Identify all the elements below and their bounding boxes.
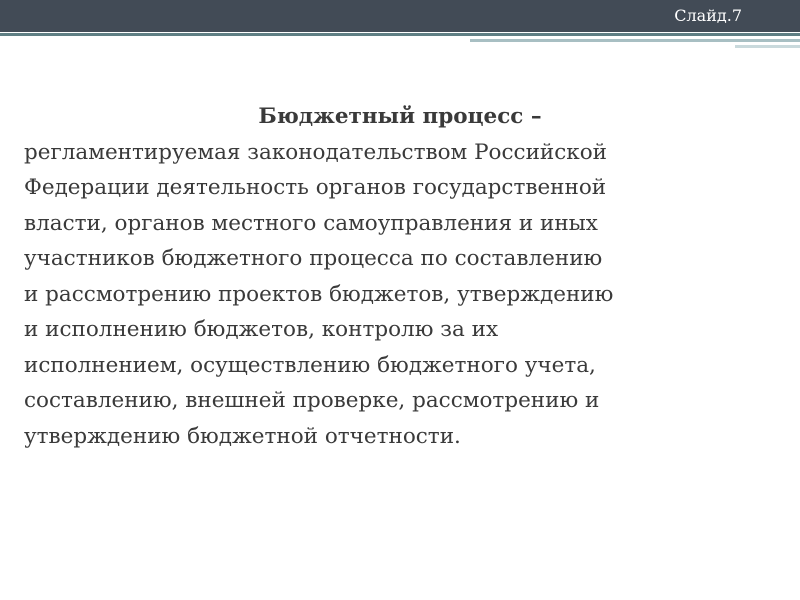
definition-line: утверждению бюджетной отчетности.	[24, 423, 461, 449]
definition-line: и рассмотрению проектов бюджетов, утверждению	[24, 281, 614, 307]
definition-line: Федерации деятельность органов государственной	[24, 175, 607, 200]
header-accent-strip-tertiary	[735, 45, 800, 48]
definition-text-block	[24, 99, 776, 454]
definition-line: регламентируемая законодательством Российской	[24, 139, 607, 165]
definition-line: составлению, внешней проверке, рассмотрению и	[24, 388, 600, 413]
definition-line: исполнением, осуществлению бюджетного учета,	[24, 352, 596, 378]
definition-line: участников бюджетного процесса по составлению	[24, 246, 603, 271]
definition-line: и исполнению бюджетов, контролю за их	[24, 317, 499, 342]
slide-header-bar	[0, 0, 800, 32]
slide-number-label: Слайд.7	[674, 6, 742, 25]
definition-line: власти, органов местного самоуправления и иных	[24, 210, 598, 236]
header-accent-strip	[0, 33, 800, 36]
header-accent-strip-secondary	[470, 39, 800, 42]
definition-term: Бюджетный процесс –	[258, 104, 542, 129]
